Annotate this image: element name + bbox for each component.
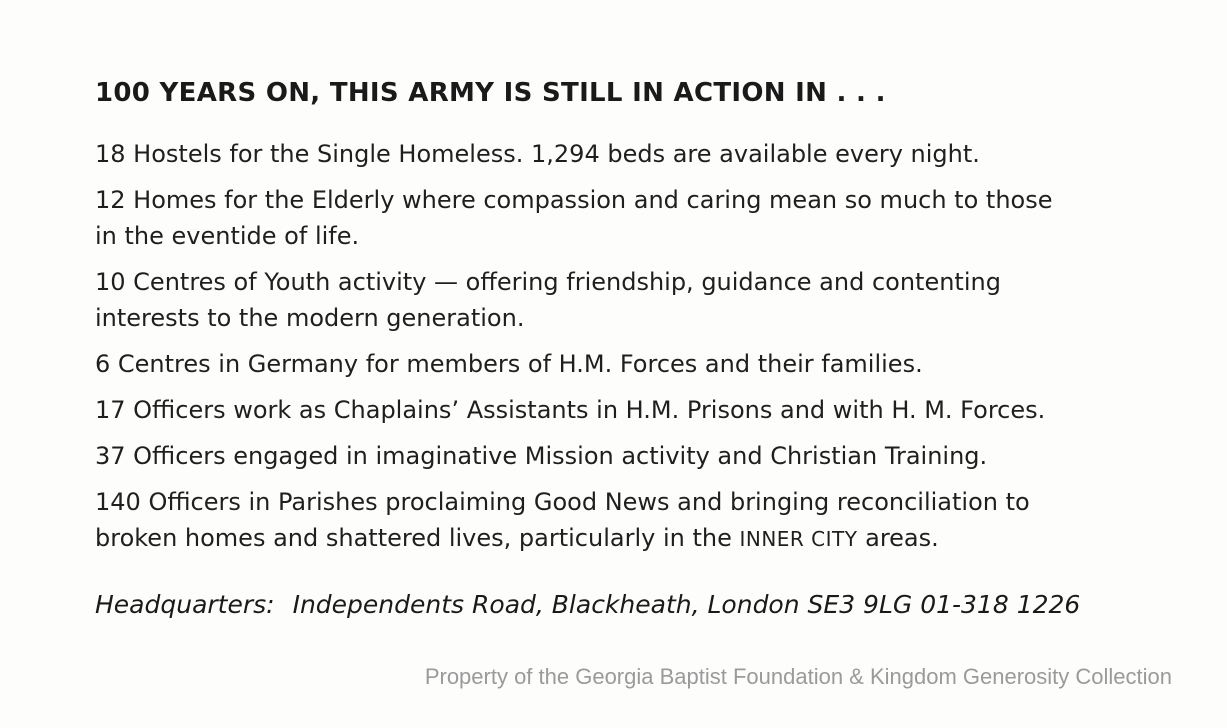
- list-item: 6 Centres in Germany for members of H.M. Forces and their families.: [95, 350, 923, 378]
- item-list: [95, 136, 1155, 567]
- headquarters-line: [95, 590, 1080, 619]
- heading: 100 YEARS ON, THIS ARMY IS STILL IN ACTION IN . . .: [95, 78, 886, 108]
- parishes-text: 140 Officers in Parishes proclaiming Good News and bringing reconciliation to broken homes and shattered lives, particularly in the: [95, 488, 1030, 552]
- inner-city-text: INNER CITY: [739, 527, 858, 551]
- areas-text: areas.: [857, 524, 939, 552]
- headquarters-address: Independents Road, Blackheath, London SE3 9LG 01-318 1226: [292, 590, 1081, 619]
- list-item: 37 Officers engaged in imaginative Mission activity and Christian Training.: [95, 442, 988, 470]
- collection-watermark: Property of the Georgia Baptist Foundation & Kingdom Generosity Collection: [424, 664, 1172, 689]
- list-item-parishes: [95, 484, 1155, 557]
- headquarters-label: Headquarters:: [95, 590, 275, 619]
- list-item: 12 Homes for the Elderly where compassion and caring mean so much to those in the eventide of life.: [95, 186, 1053, 250]
- list-item: 17 Officers work as Chaplains’ Assistants in H.M. Prisons and with H. M. Forces.: [95, 396, 1046, 424]
- list-item: 18 Hostels for the Single Homeless. 1,294 beds are available every night.: [95, 140, 980, 168]
- list-item: 10 Centres of Youth activity — offering friendship, guidance and contenting interests to the modern generation.: [95, 268, 1001, 332]
